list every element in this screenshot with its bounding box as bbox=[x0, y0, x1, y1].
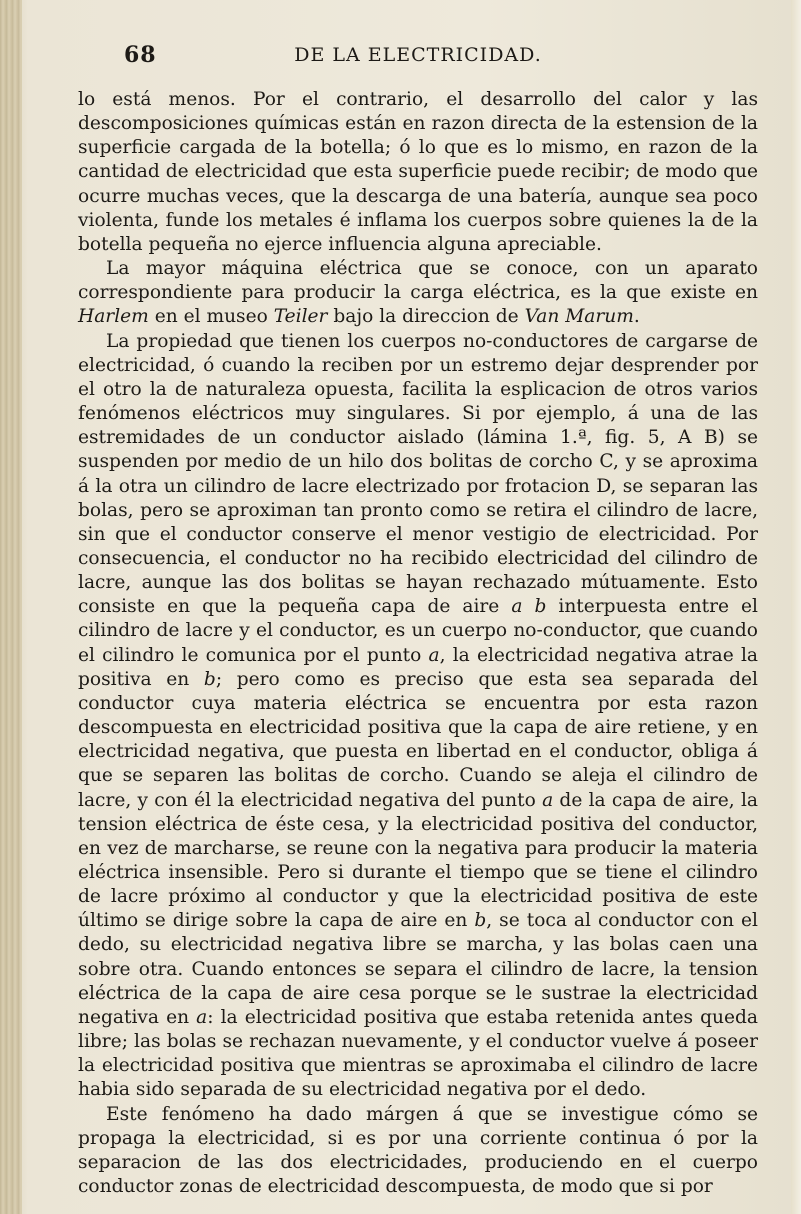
paragraph-3: La propiedad que tienen los cuerpos no-conductores de cargarse de electricidad, ó cuando la reciben por un estremo dejar desprender por el otro la de naturaleza opuesta, facilita la esplicacion de otros varios fenómenos eléctricos muy singulares. Si por ejemplo, á una de las estremidades de un conductor aislado (lámina 1.ª, fig. 5, A B) se suspenden por medio de un hilo dos bolitas de corcho C, y se aproxima á la otra un cilindro de lacre electrizado por frotacion D, se separan las bolas, pero se aproximan tan pronto como se retira el cilindro de lacre, sin que el conductor conserve el menor vestigio de electricidad. Por consecuencia, el conductor no ha recibido electricidad del cilindro de lacre, aunque las dos bolitas se hayan rechazado mútuamente. Esto consiste en que la pequeña capa de aire a b interpuesta entre el cilindro de lacre y el conductor, es un cuerpo no-conductor, que cuando el cilindro le comunica por el punto a, la electricidad negativa atrae la positiva en b; pero como es preciso que esta sea separada del conductor cuya materia eléctrica se encuentra por esta razon descompuesta en electricidad positiva que la capa de aire retiene, y en electricidad negativa, que puesta en libertad en el conductor, obliga á que se separen las bolitas de corcho. Cuando se aleja el cilindro de lacre, y con él la electricidad negativa del punto a de la capa de aire, la tension eléctrica de éste cesa, y la electricidad positiva del conductor, en vez de marcharse, se reune con la negativa para producir la materia eléctrica insensible. Pero si durante el tiempo que se tiene el cilindro de lacre próximo al conductor y que la electricidad positiva de este último se dirige sobre la capa de aire en b, se toca al conductor con el dedo, su electricidad negativa libre se marcha, y las bolas caen una sobre otra. Cuando entonces se separa el cilindro de lacre, la tension eléctrica de la capa de aire cesa porque se le sustrae la electricidad negativa en a: la electricidad positiva que estaba retenida antes queda libre; las bolas se rechazan nuevamente, y el conductor vuelve á poseer la electricidad positiva que mientras se aproximaba el cilindro de lacre habia sido separada de su electricidad negativa por el dedo. bbox=[78, 330, 758, 1101]
page-right-edge bbox=[791, 0, 801, 1214]
paragraph-2: La mayor máquina eléctrica que se conoce, con un aparato correspondiente para producir la carga eléctrica, es la que existe en Harlem en el museo Teiler bajo la direccion de Van Marum. bbox=[78, 258, 758, 328]
page-number: 68 bbox=[124, 42, 157, 68]
page-header bbox=[88, 42, 748, 82]
paragraph-1: lo está menos. Por el contrario, el desarrollo del calor y las descomposiciones químicas están en razon directa de la estension de la superficie cargada de la botella; ó lo que es lo mismo, en razon de la cantidad de electricidad que esta superficie puede recibir; de modo que ocurre muchas veces, que la descarga de una batería, aunque sea poco violenta, funde los metales é inflama los cuerpos sobre quienes la de la botella pequeña no ejerce influencia alguna apreciable. bbox=[78, 89, 758, 255]
running-head: DE LA ELECTRICIDAD. bbox=[294, 44, 542, 66]
page-binding-edge bbox=[0, 0, 22, 1214]
body-text bbox=[78, 88, 758, 1199]
paragraph-4: Este fenómeno ha dado márgen á que se investigue cómo se propaga la electricidad, si es por una corriente continua ó por la separacion de las dos electricidades, produciendo en el cuerpo conductor zonas de electricidad descompuesta, de modo que si por bbox=[78, 1103, 758, 1198]
